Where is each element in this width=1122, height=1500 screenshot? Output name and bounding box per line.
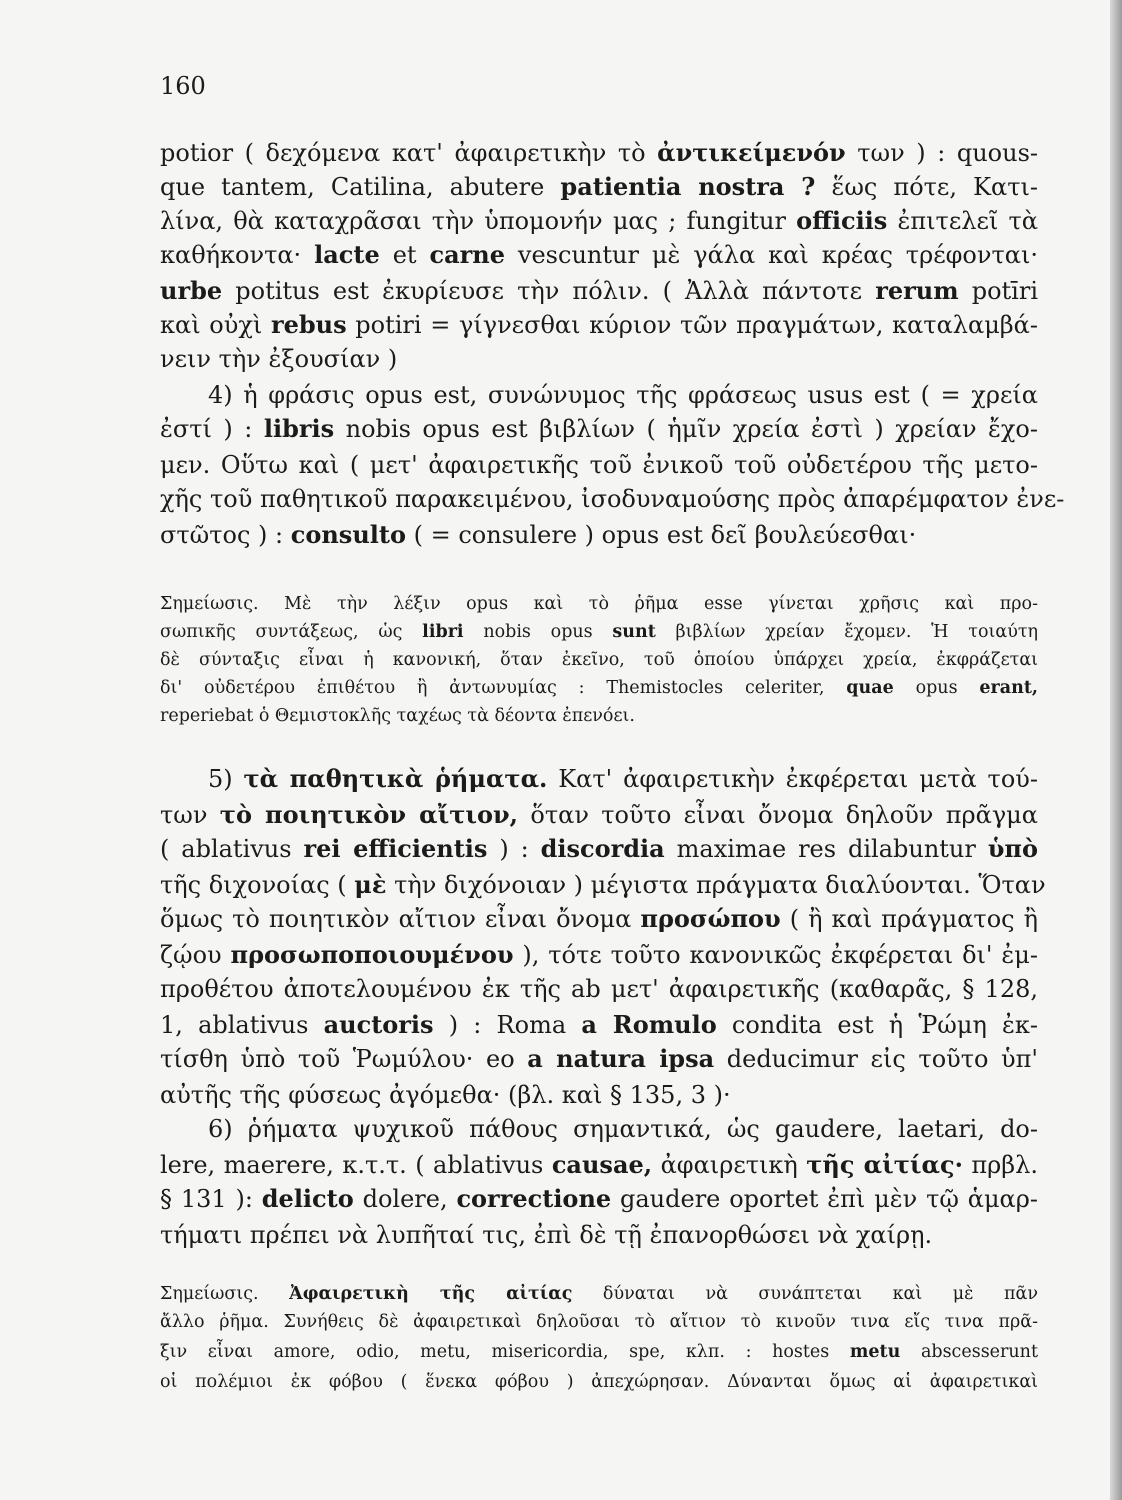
note-line: δι' οὐδετέρου ἐπιθέτου ἢ ἀντωνυμίας : Themistocles celeriter, quae opus erant,	[160, 678, 1038, 698]
text-line: 5) τὰ παθητικὰ ῥήματα. Κατ' ἀφαιρετικὴν ἐκφέρεται μετὰ τού-	[208, 764, 1038, 793]
text-line: urbe potitus est ἐκυρίευσε τὴν πόλιν. ( Ἀλλὰ πάντοτε rerum potīri	[160, 276, 1039, 305]
text-line: ζῴου προσωποποιουμένου ), τότε τοῦτο κανονικῶς ἐκφέρεται δι' ἐμ-	[160, 940, 1038, 969]
note-line: σωπικῆς συντάξεως, ὡς libri nobis opus sunt βιβλίων χρείαν ἔχομεν. Ἡ τοιαύτη	[160, 622, 1038, 642]
text-line: στῶτος ) : consulto ( = consulere ) opus est δεῖ βουλεύεσθαι·	[160, 520, 917, 549]
text-line: lere, maerere, κ.τ.τ. ( ablativus causae, ἀφαιρετικὴ τῆς αἰτίας· πρβλ.	[160, 1150, 1038, 1179]
text-line: ὅμως τὸ ποιητικὸν αἴτιον εἶναι ὄνομα προσώπου ( ἢ καὶ πράγματος ἢ	[160, 904, 1038, 933]
text-line: των τὸ ποιητικὸν αἴτιον, ὅταν τοῦτο εἶναι ὄνομα δηλοῦν πρᾶγμα	[160, 800, 1038, 829]
text-line: νειν τὴν ἐξουσίαν )	[160, 345, 398, 373]
text-line: τίσθη ὑπὸ τοῦ Ῥωμύλου· eo a natura ipsa deducimur εἰς τοῦτο ὑπ'	[160, 1044, 1039, 1073]
note-line: reperiebat ὁ Θεμιστοκλῆς ταχέως τὰ δέοντα ἐπενόει.	[160, 706, 635, 726]
text-line: 6) ῥήματα ψυχικοῦ πάθους σημαντικά, ὡς gaudere, laetari, do-	[208, 1115, 1038, 1143]
text-line: χῆς τοῦ παθητικοῦ παρακειμένου, ἰσοδυναμούσης πρὸς ἀπαρέμφατον ἐνε-	[160, 485, 1065, 513]
note-line: Σημείωσις. Ἀφαιρετικὴ τῆς αἰτίας δύναται νὰ συνάπτεται καὶ μὲ πᾶν	[160, 1284, 1038, 1304]
text-line: λίνα, θὰ καταχρᾶσαι τὴν ὑπομονήν μας ; fungitur officiis ἐπιτελεῖ τὰ	[160, 206, 1038, 235]
text-line: ἐστί ) : libris nobis opus est βιβλίων ( ἡμῖν χρεία ἐστὶ ) χρείαν ἔχο-	[160, 414, 1038, 443]
text-line: § 131 ): delicto dolere, correctione gaudere oportet ἐπὶ μὲν τῷ ἁμαρ-	[160, 1184, 1038, 1213]
text-line: ( ablativus rei efficientis ) : discordia maximae res dilabuntur ὑπὸ	[160, 834, 1038, 863]
text-line: potior ( δεχόμενα κατ' ἀφαιρετικὴν τὸ ἀντικείμενόν των ) : quous-	[160, 138, 1039, 167]
text-line: προθέτου ἀποτελουμένου ἐκ τῆς ab μετ' ἀφαιρετικῆς (καθαρᾶς, § 128,	[160, 975, 1038, 1003]
text-line: μεν. Οὕτω καὶ ( μετ' ἀφαιρετικῆς τοῦ ἐνικοῦ τοῦ οὐδετέρου τῆς μετο-	[160, 451, 1038, 479]
note-line: δὲ σύνταξις εἶναι ἡ κανονική, ὅταν ἐκεῖνο, τοῦ ὁποίου ὑπάρχει χρεία, ἐκφράζεται	[160, 650, 1038, 670]
text-line: καὶ οὐχὶ rebus potiri = γίγνεσθαι κύριον τῶν πραγμάτων, καταλαμβά-	[160, 310, 1038, 339]
note-line: οἱ πολέμιοι ἐκ φόβου ( ἕνεκα φόβου ) ἀπεχώρησαν. Δύνανται ὅμως αἱ ἀφαιρετικαὶ	[160, 1372, 1038, 1392]
page-number: 160	[160, 72, 206, 100]
note-line: Σημείωσις. Μὲ τὴν λέξιν opus καὶ τὸ ῥῆμα esse γίνεται χρῆσις καὶ προ-	[160, 594, 1038, 614]
text-line: 1, ablativus auctoris ) : Roma a Romulo condita est ἡ Ῥώμη ἐκ-	[160, 1010, 1039, 1039]
page-edge-shadow	[1110, 0, 1122, 1500]
note-line: ἄλλο ῥῆμα. Συνήθεις δὲ ἀφαιρετικαὶ δηλοῦσαι τὸ αἴτιον τὸ κινοῦν τινα εἴς τινα πρᾶ-	[160, 1312, 1038, 1332]
note-line: ξιν εἶναι amore, odio, metu, misericordia, spe, κλπ. : hostes metu abscesserunt	[160, 1342, 1038, 1362]
text-line: que tantem, Catilina, abutere patientia nostra ? ἕως πότε, Κατι-	[160, 172, 1039, 201]
text-line: καθήκοντα· lacte et carne vescuntur μὲ γάλα καὶ κρέας τρέφονται·	[160, 240, 1038, 269]
text-line: τήματι πρέπει νὰ λυπῆταί τις, ἐπὶ δὲ τῇ ἐπανορθώσει νὰ χαίρῃ.	[160, 1221, 933, 1249]
text-line: τῆς διχονοίας ( μὲ τὴν διχόνοιαν ) μέγιστα πράγματα διαλύονται. Ὅταν	[160, 870, 1046, 899]
text-line: αὐτῆς τῆς φύσεως ἀγόμεθα· (βλ. καὶ § 135, 3 )·	[160, 1081, 731, 1109]
text-line: 4) ἡ φράσις opus est, συνώνυμος τῆς φράσεως usus est ( = χρεία	[208, 381, 1038, 409]
